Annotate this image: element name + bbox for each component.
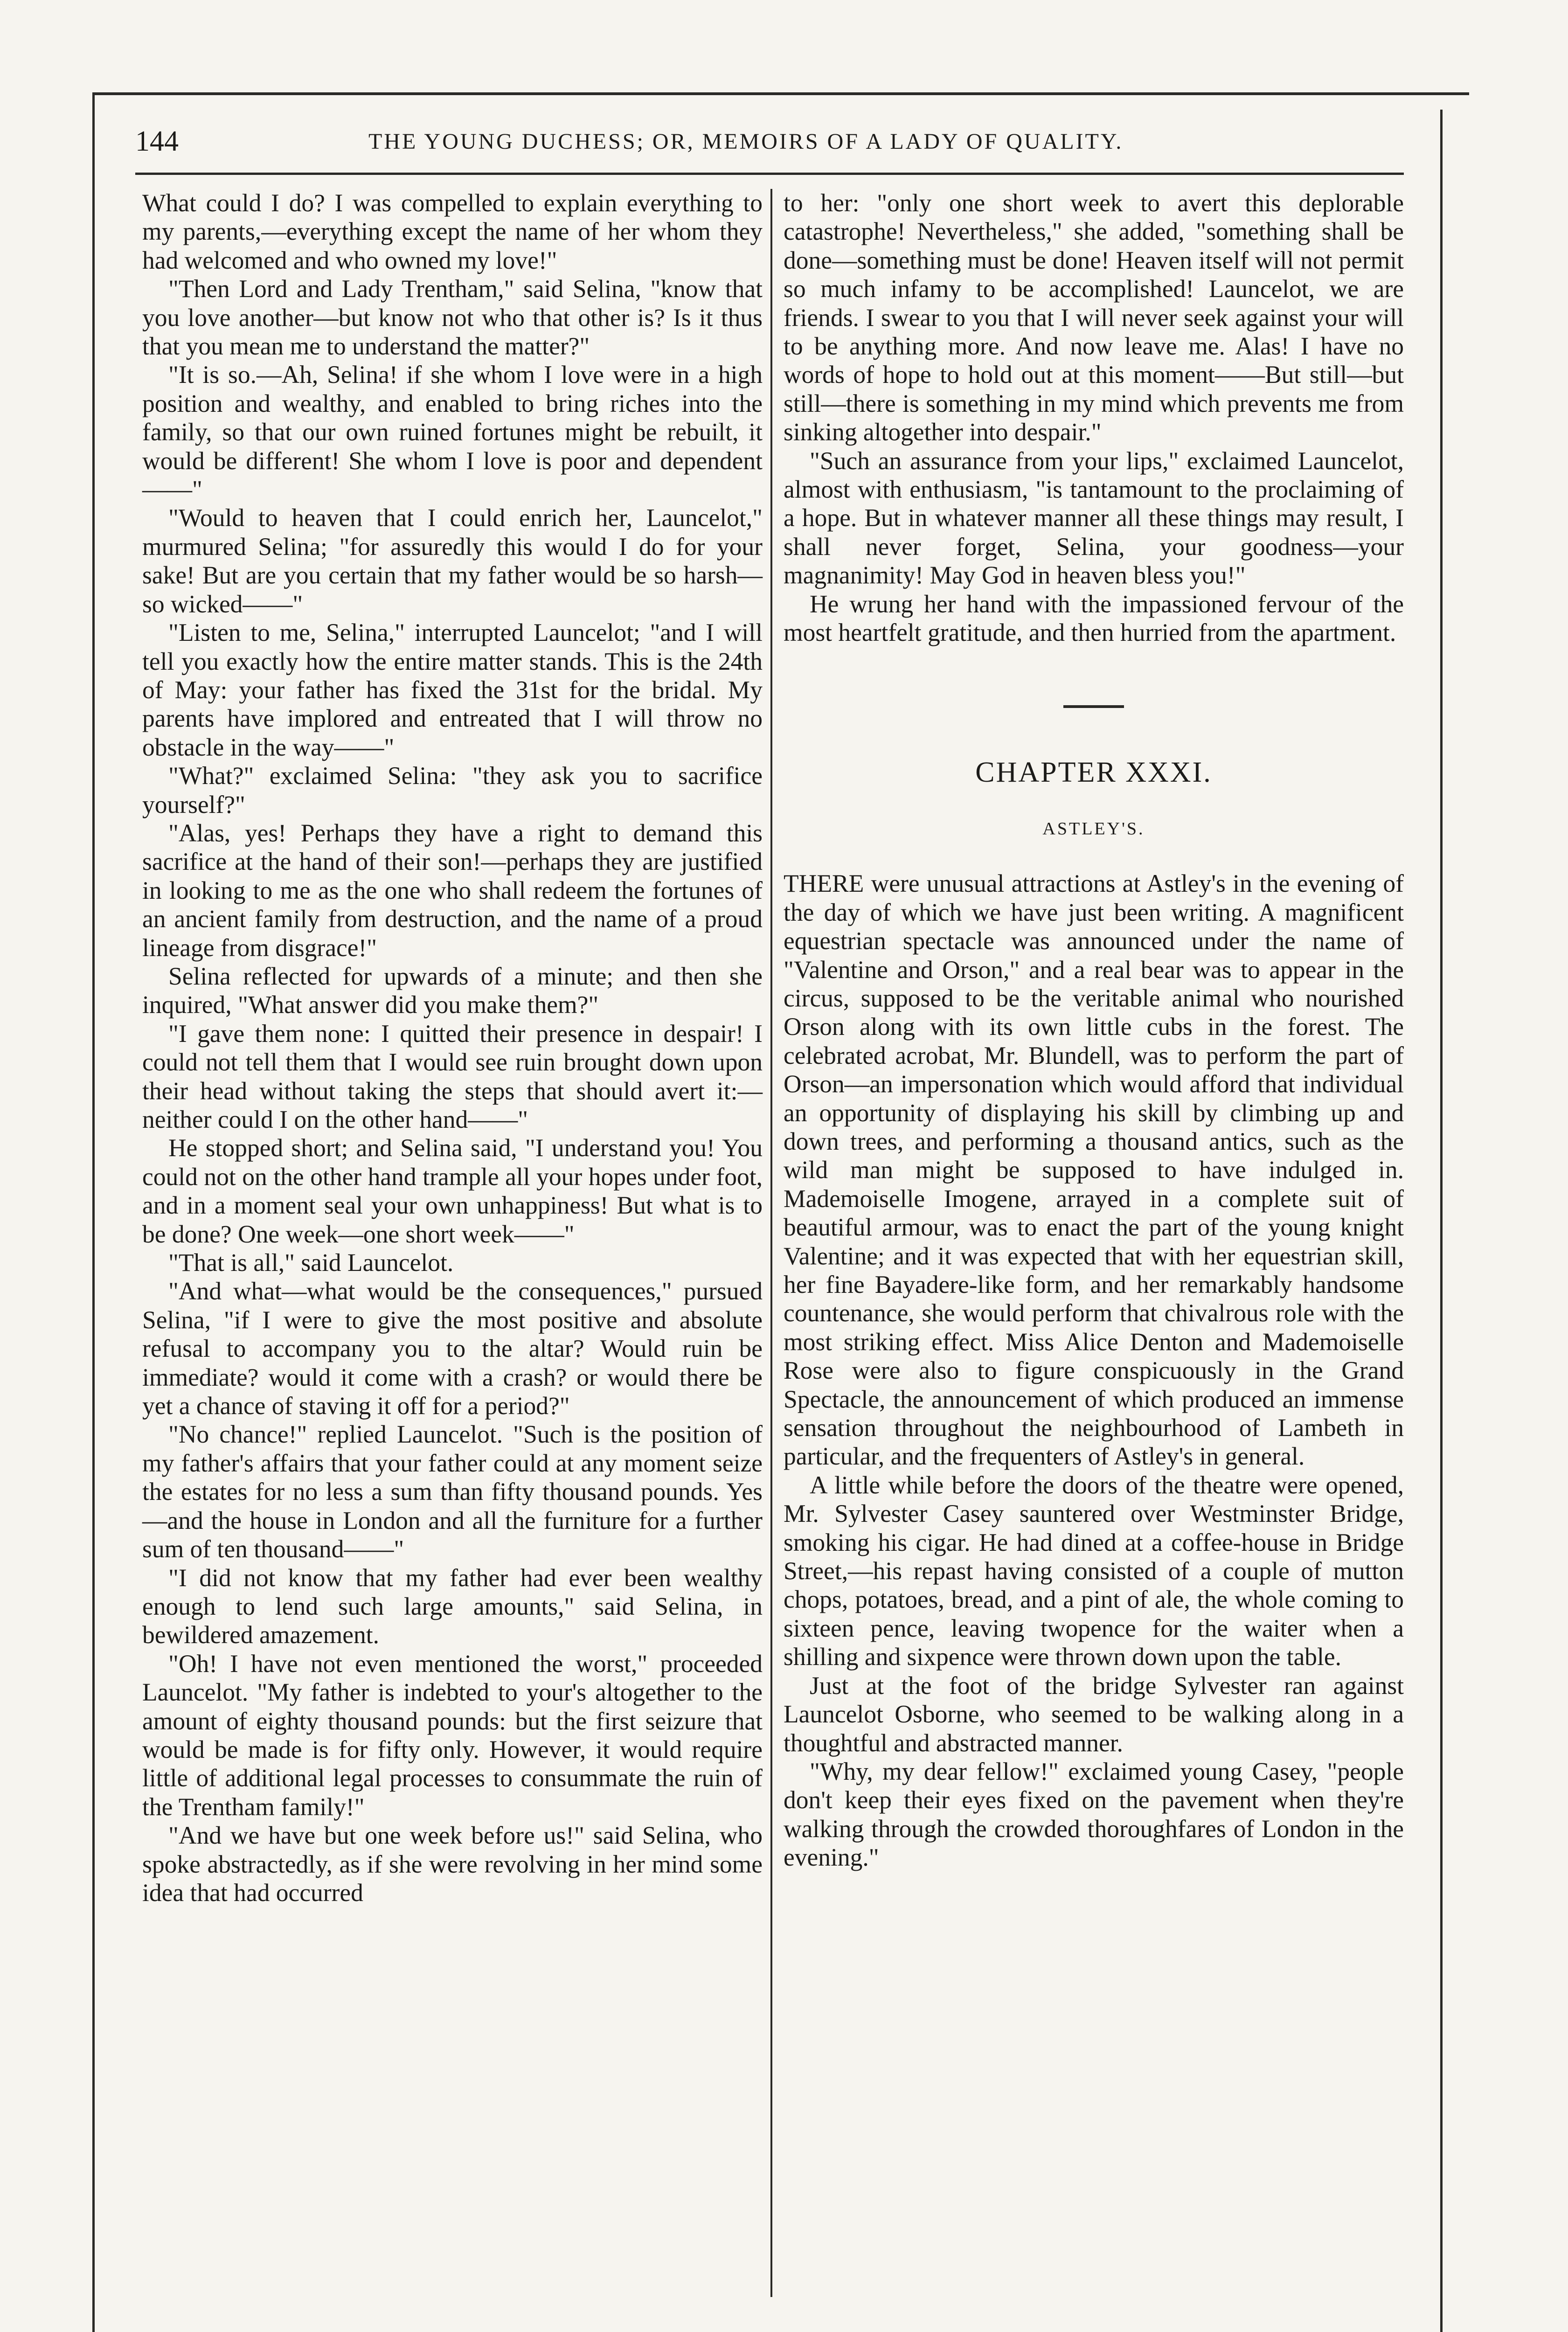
paragraph: "Oh! I have not even mentioned the worst," proceeded Launcelot. "My father is indebted to your's altogether to the amount of eighty thousand pounds: but the first seizure that would be made is for fifty only. However, it would require little of additional legal processes to consummate the ruin of the Trentham family!" bbox=[142, 1649, 763, 1821]
paragraph: "Listen to me, Selina," interrupted Launcelot; "and I will tell you exactly how the entire matter stands. This is the 24th of May: your father has fixed the 31st for the bridal. My parents have implored and entreated that I will throw no obstacle in the way——" bbox=[142, 618, 763, 761]
paragraph: He wrung her hand with the impassioned fervour of the most heartfelt gratitude, and then hurried from the apartment. bbox=[784, 590, 1404, 647]
paragraph: "Such an assurance from your lips," exclaimed Launcelot, almost with enthusiasm, "is tantamount to the proclaiming of a hope. But in whatever manner all these things may result, I shall never forget, Selina, your goodness—your magnanimity! May God in heaven bless you!" bbox=[784, 446, 1404, 590]
paragraph: to her: "only one short week to avert this deplorable catastrophe! Nevertheless," she added, "something shall be done—something must be done! Heaven itself will not permit so much infamy to be accomplished! Launcelot, we are friends. I swear to you that I will never seek against your will to be anything more. And now leave me. Alas! I have no words of hope to hold out at this moment——But still—but still—there is something in my mind which prevents me from sinking altogether into despair." bbox=[784, 189, 1404, 446]
paragraph: He stopped short; and Selina said, "I understand you! You could not on the other hand trample all your hopes under foot, and in a moment seal your own unhappiness! But what is to be done? One week—one short week——" bbox=[142, 1134, 763, 1248]
paragraph: "That is all," said Launcelot. bbox=[168, 1249, 454, 1277]
paragraph: "Then Lord and Lady Trentham," said Selina, "know that you love another—but know not who that other is? Is it thus that you mean me to understand the matter?" bbox=[142, 275, 763, 361]
paragraph: "I did not know that my father had ever been wealthy enough to lend such large amounts," said Selina, in bewildered amazement. bbox=[142, 1563, 763, 1649]
paragraph: "And what—what would be the consequences," pursued Selina, "if I were to give the most positive and absolute refusal to accompany you to the altar? Would ruin be immediate? would it come with a crash? or would there be yet a chance of staving it off for a period?" bbox=[142, 1277, 763, 1420]
paragraph: "What?" exclaimed Selina: "they ask you to sacrifice yourself?" bbox=[142, 762, 763, 819]
paragraph: What could I do? I was compelled to explain everything to my parents,—everything except the name of her whom they had welcomed and who owned my love!" bbox=[142, 189, 763, 274]
paragraph: "Would to heaven that I could enrich her, Launcelot," murmured Selina; "for assuredly this would I do for your sake! But are you certain that my father would be so harsh—so wicked——" bbox=[142, 504, 763, 618]
page-number: 144 bbox=[135, 125, 179, 157]
chapter-title: CHAPTER XXXI. bbox=[975, 756, 1212, 788]
paragraph: "Why, my dear fellow!" exclaimed young Casey, "people don't keep their eyes fixed on the pavement when they're walking through the crowded thoroughfares of London in the evening." bbox=[784, 1757, 1404, 1872]
paragraph: Just at the foot of the bridge Sylvester ran against Launcelot Osborne, who seemed to be walking along in a thoughtful and abstracted manner. bbox=[784, 1671, 1404, 1757]
running-title: THE YOUNG DUCHESS; OR, MEMOIRS OF A LADY OF QUALITY. bbox=[368, 129, 1124, 154]
paragraph: THERE were unusual attractions at Astley's in the evening of the day of which we have just been writing. A magnificent equestrian spectacle was announced under the name of "Valentine and Orson," and a real bear was to appear in the circus, supposed to be the veritable animal who nourished Orson along with its own little cubs in the forest. The celebrated acrobat, Mr. Blundell, was to perform the part of Orson—an impersonation which would afford that individual an opportunity of displaying his skill by climbing up and down trees, and performing a thousand antics, such as the wild man might be supposed to have indulged in. Mademoiselle Imogene, arrayed in a complete suit of beautiful armour, was to enact the part of the young knight Valentine; and it was expected that with her equestrian skill, her fine Bayadere-like form, and her remarkably handsome countenance, she would perform that chivalrous role with the most striking effect. Miss Alice Denton and Mademoiselle Rose were also to figure conspicuously in the Grand Spectacle, the announcement of which produced an immense sensation throughout the neighbourhood of Lambeth in particular, and the frequenters of Astley's in general. bbox=[784, 869, 1404, 1471]
paragraph: "And we have but one week before us!" said Selina, who spoke abstractedly, as if she were revolving in her mind some idea that had occurred bbox=[142, 1821, 763, 1907]
page-frame-top bbox=[93, 92, 1469, 95]
column-divider bbox=[770, 189, 772, 2297]
paragraph: "It is so.—Ah, Selina! if she whom I love were in a high position and wealthy, and enabled to bring riches into the family, so that our own ruined fortunes might be rebuilt, it would be different! She whom I love is poor and dependent——" bbox=[142, 361, 763, 504]
paragraph: Selina reflected for upwards of a minute; and then she inquired, "What answer did you make them?" bbox=[142, 962, 763, 1019]
left-column bbox=[142, 189, 763, 1907]
header-rule bbox=[135, 173, 1404, 175]
page-frame-right bbox=[1440, 110, 1443, 2332]
page-header bbox=[135, 125, 1404, 167]
chapter-rule bbox=[1063, 705, 1124, 708]
paragraph: "I gave them none: I quitted their presence in despair! I could not tell them that I would see ruin brought down upon their head without taking the steps that should avert it:—neither could I on the other hand——" bbox=[142, 1019, 763, 1133]
paragraph: "Alas, yes! Perhaps they have a right to demand this sacrifice at the hand of their son!—perhaps they are justified in looking to me as the one who shall redeem the fortunes of an ancient family from destruction, and the name of a proud lineage from disgrace!" bbox=[142, 819, 763, 962]
paragraph: A little while before the doors of the theatre were opened, Mr. Sylvester Casey sauntered over Westminster Bridge, smoking his cigar. He had dined at a coffee-house in Bridge Street,—his repast having consisted of a couple of mutton chops, potatoes, bread, and a pint of ale, the whole coming to sixteen pence, leaving twopence for the waiter when a shilling and sixpence were thrown down upon the table. bbox=[784, 1471, 1404, 1671]
page-frame-left bbox=[92, 92, 95, 2332]
right-column bbox=[784, 189, 1404, 1872]
chapter-subtitle: ASTLEY'S. bbox=[1042, 819, 1145, 839]
paragraph: "No chance!" replied Launcelot. "Such is the position of my father's affairs that your father could at any moment seize the estates for no less a sum than fifty thousand pounds. Yes—and the house in London and all the furniture for a further sum of ten thousand——" bbox=[142, 1420, 763, 1563]
